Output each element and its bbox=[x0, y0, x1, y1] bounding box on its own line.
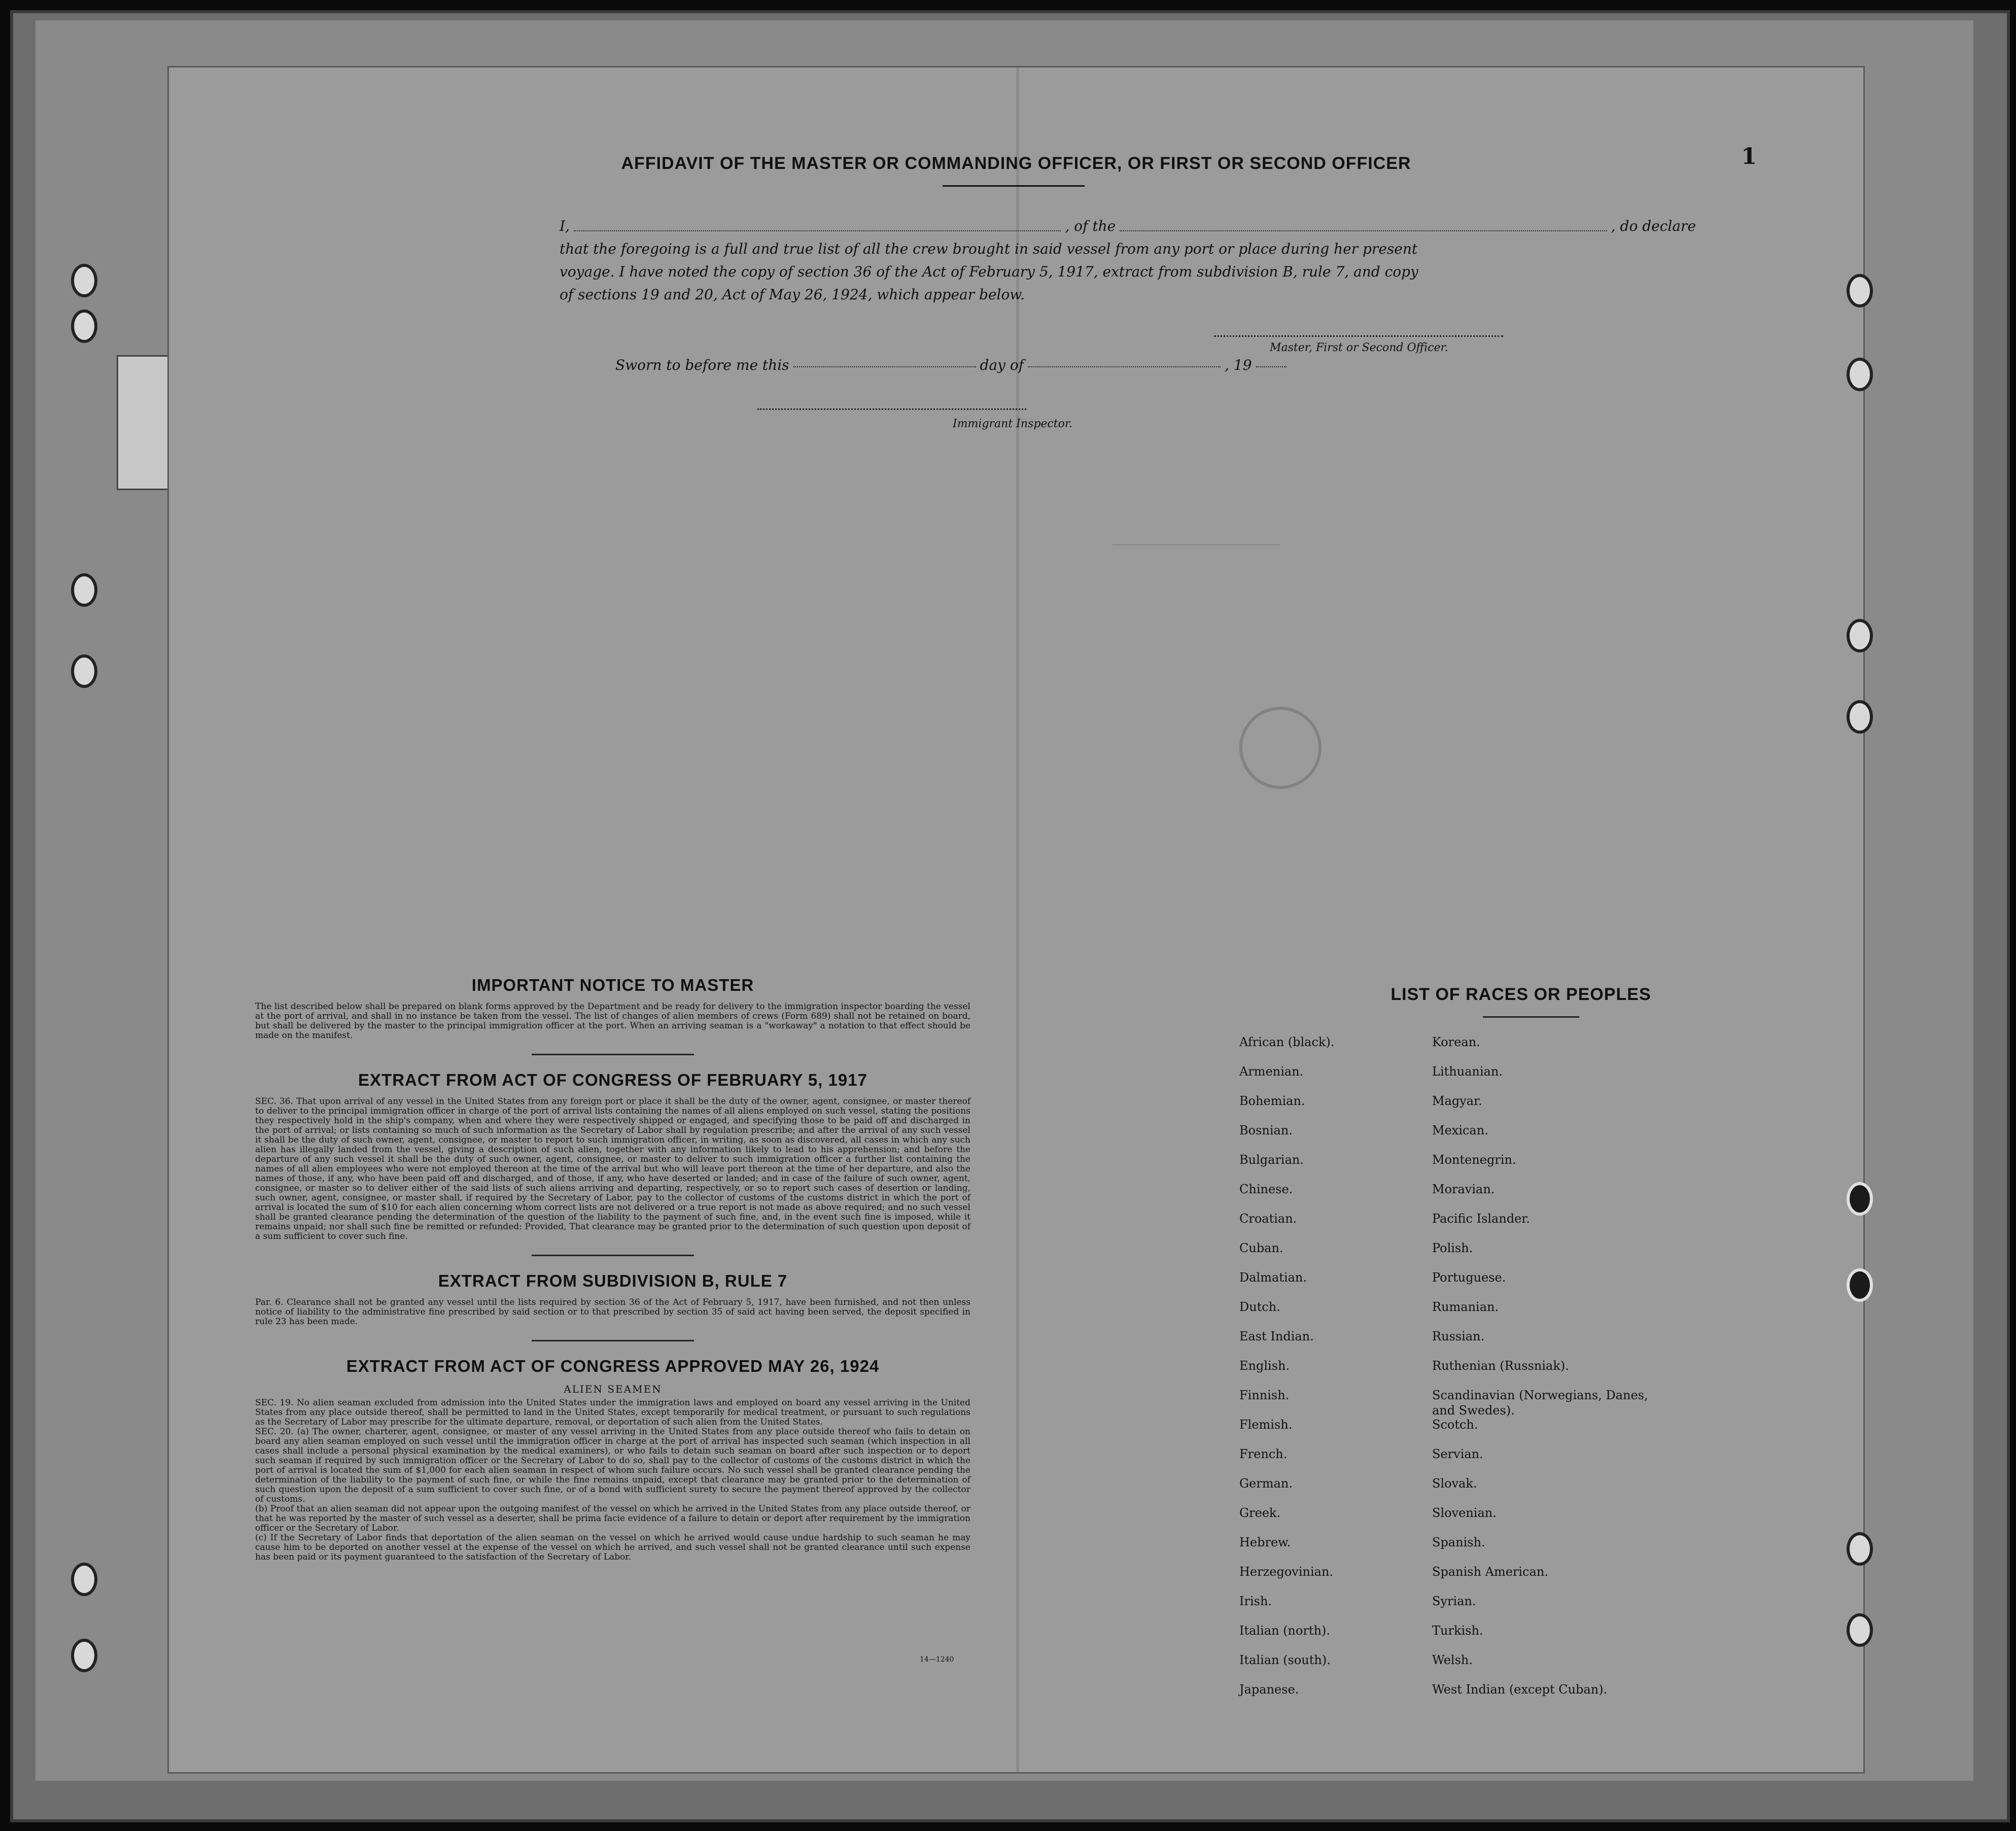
affidavit-line: of sections 19 and 20, Act of May 26, 1924, which appear below. bbox=[560, 286, 1025, 303]
form-number: 14—1240 bbox=[920, 1655, 954, 1664]
section-20b-text: (b) Proof that an alien seaman did not appear upon the outgoing manifest of the vessel on which he arrived in the United States from any place outside thereof, or that he was reported by the master of such vessel as a deserter, shall be prima facie evidence of a failure to detain or deport after requirement by the immigration officer or the Secretary of Labor. bbox=[255, 1504, 970, 1533]
section-rule bbox=[532, 1255, 694, 1256]
extract-rule7-title: EXTRACT FROM SUBDIVISION B, RULE 7 bbox=[438, 1271, 788, 1290]
punch-hole bbox=[71, 654, 97, 688]
alien-seamen-heading: ALIEN SEAMEN bbox=[564, 1383, 662, 1395]
punch-hole bbox=[71, 309, 97, 343]
race-item: Spanish. bbox=[1432, 1535, 1485, 1549]
bleed-through-stamp bbox=[1113, 544, 1280, 637]
affidavit-i: I, bbox=[560, 218, 570, 234]
race-item: Croatian. bbox=[1239, 1212, 1297, 1226]
day-of-text: day of bbox=[980, 357, 1024, 373]
name-blank bbox=[574, 215, 1061, 231]
sworn-line bbox=[615, 357, 1457, 373]
race-item: Chinese. bbox=[1239, 1182, 1293, 1196]
affidavit-line: that the foregoing is a full and true list of all the crew brought in said vessel from any port or place during her present bbox=[560, 240, 1418, 257]
race-item: French. bbox=[1239, 1447, 1288, 1461]
race-item: Syrian. bbox=[1432, 1594, 1476, 1608]
race-item: Welsh. bbox=[1432, 1653, 1473, 1667]
race-item: Slovenian. bbox=[1432, 1506, 1497, 1520]
punch-hole bbox=[1847, 1613, 1873, 1647]
punch-hole bbox=[1847, 358, 1873, 391]
affidavit-title: AFFIDAVIT OF THE MASTER OR COMMANDING OFFICER, OR FIRST OR SECOND OFFICER bbox=[621, 154, 1411, 173]
document-page bbox=[167, 66, 1865, 1774]
master-signature-line bbox=[1214, 335, 1503, 337]
section-20a-text: SEC. 20. (a) The owner, charterer, agent, consignee, or master of any vessel arriving in the United States from any place outside thereof who fails to detain on board any alien seaman employed on such vessel until the immigration officer in charge at the port of arrival has inspected such seaman (which inspection in all cases shall include a personal physical examination by the medical examiners), or who fails to detain such seaman on board after such inspection or to deport such seaman if required by such immigration officer or the Secretary of Labor to do so, shall pay to the collector of customs of the customs district in which the port of arrival is located the sum of $1,000 for each alien seaman in respect of whom such failure occurs. No such vessel shall be granted clearance pending the determination of the liability to the payment of such fine, or while the fine remains unpaid, except that clearance may be granted prior to the determination of such question upon the deposit of a sum sufficient to cover such fine, or of a bond with sufficient surety to secure the payment thereof approved by the collector of customs. bbox=[255, 1427, 970, 1504]
race-item: Magyar. bbox=[1432, 1094, 1482, 1108]
race-item: Ruthenian (Russniak). bbox=[1432, 1359, 1569, 1373]
race-item: Mexican. bbox=[1432, 1123, 1488, 1137]
race-item: Servian. bbox=[1432, 1447, 1483, 1461]
races-title: LIST OF RACES OR PEOPLES bbox=[1391, 985, 1651, 1004]
race-item: Italian (south). bbox=[1239, 1653, 1331, 1667]
affidavit-do-declare: , do declare bbox=[1611, 218, 1696, 234]
section-20c-text: (c) If the Secretary of Labor finds that deportation of the alien seaman on the vessel on which he arrived would cause undue hardship to such seaman he may cause him to be deported on another vessel at the expense of the vessel on which he arrived, and such vessel shall not be granted clearance until such expense has been paid or its payment guaranteed to the satisfaction of the Secretary of Labor. bbox=[255, 1533, 970, 1562]
punch-hole bbox=[1847, 274, 1873, 307]
punch-hole bbox=[71, 264, 97, 297]
punch-hole bbox=[1847, 1532, 1873, 1566]
race-item: Rumanian. bbox=[1432, 1300, 1499, 1314]
race-item: Italian (north). bbox=[1239, 1623, 1331, 1638]
sworn-text: Sworn to before me this bbox=[615, 357, 789, 373]
race-item: African (black). bbox=[1239, 1035, 1335, 1049]
notice-section bbox=[235, 976, 991, 1562]
race-item: Bosnian. bbox=[1239, 1123, 1293, 1137]
race-item: West Indian (except Cuban). bbox=[1432, 1682, 1608, 1697]
vessel-blank bbox=[1120, 215, 1607, 231]
year-text: , 19 bbox=[1225, 357, 1252, 373]
notice-text: The list described below shall be prepared on blank forms approved by the Department and be ready for delivery to the immigration inspector boarding the vessel at the port of arrival, and shall in no instance be taken from the vessel. The list of changes of alien members of crews (Form 689) shall not be retained on board, but shall be delivered by the master to the principal immigration officer at the port. When an arriving seaman is a "workaway" a notation to that effect should be made on the manifest. bbox=[255, 1001, 970, 1041]
affidavit-body bbox=[560, 215, 1696, 306]
section-rule bbox=[532, 1340, 694, 1341]
race-item: Scandinavian (Norwegians, Danes, and Swedes). bbox=[1432, 1388, 1648, 1418]
race-item: Lithuanian. bbox=[1432, 1064, 1503, 1079]
race-item: Dutch. bbox=[1239, 1300, 1280, 1314]
extract-rule7-text: Par. 6. Clearance shall not be granted any vessel until the lists required by section 36 of the Act of February 5, 1917, have been furnished, and not then unless notice of liability to the administrative fine prescribed by said section or to that prescribed by section 35 of said act having been served, the deposit specified in rule 23 has been made. bbox=[255, 1297, 970, 1327]
race-item: Armenian. bbox=[1239, 1064, 1304, 1079]
inspector-signature-line bbox=[757, 408, 1026, 410]
race-item: Moravian. bbox=[1432, 1182, 1495, 1196]
races-rule bbox=[1483, 1016, 1579, 1018]
punch-hole bbox=[1847, 1268, 1873, 1302]
extract-1917-title: EXTRACT FROM ACT OF CONGRESS OF FEBRUARY 5, 1917 bbox=[358, 1070, 867, 1089]
race-item: Japanese. bbox=[1239, 1682, 1299, 1697]
extract-1924-title: EXTRACT FROM ACT OF CONGRESS APPROVED MAY 26, 1924 bbox=[346, 1357, 880, 1375]
section-rule bbox=[532, 1054, 694, 1055]
race-item: Bulgarian. bbox=[1239, 1153, 1304, 1167]
races-column-2 bbox=[1432, 1034, 1655, 1711]
punch-hole bbox=[71, 1639, 97, 1672]
race-item: Finnish. bbox=[1239, 1388, 1290, 1402]
race-item: Cuban. bbox=[1239, 1241, 1283, 1255]
notice-title: IMPORTANT NOTICE TO MASTER bbox=[471, 976, 754, 994]
affidavit-of-the: , of the bbox=[1065, 218, 1116, 234]
punch-hole bbox=[1847, 1182, 1873, 1216]
race-item: Pacific Islander. bbox=[1432, 1212, 1530, 1226]
race-item: English. bbox=[1239, 1359, 1290, 1373]
punch-hole bbox=[71, 1563, 97, 1596]
title-rule bbox=[943, 185, 1085, 187]
page-number: 1 bbox=[1741, 144, 1757, 169]
race-item: Polish. bbox=[1432, 1241, 1473, 1255]
affidavit-declaration-line bbox=[560, 215, 1696, 237]
race-item: Turkish. bbox=[1432, 1623, 1483, 1638]
year-blank bbox=[1256, 357, 1287, 367]
affidavit-line: voyage. I have noted the copy of section 36 of the Act of February 5, 1917, extract from subdivision B, rule 7, and copy bbox=[560, 263, 1418, 280]
race-item: Scotch. bbox=[1432, 1418, 1478, 1432]
punch-hole bbox=[71, 573, 97, 607]
race-item: Hebrew. bbox=[1239, 1535, 1291, 1549]
race-item: East Indian. bbox=[1239, 1329, 1314, 1343]
race-item: Portuguese. bbox=[1432, 1270, 1506, 1285]
race-item: Russian. bbox=[1432, 1329, 1485, 1343]
race-item: Bohemian. bbox=[1239, 1094, 1305, 1108]
race-item: Irish. bbox=[1239, 1594, 1272, 1608]
punch-hole bbox=[1847, 700, 1873, 734]
race-item: Flemish. bbox=[1239, 1418, 1293, 1432]
month-blank bbox=[1028, 357, 1221, 367]
race-item: Greek. bbox=[1239, 1506, 1281, 1520]
race-item: Korean. bbox=[1432, 1035, 1480, 1049]
race-item: German. bbox=[1239, 1476, 1293, 1491]
race-item: Montenegrin. bbox=[1432, 1153, 1516, 1167]
races-column-1 bbox=[1239, 1034, 1334, 1711]
race-item: Slovak. bbox=[1432, 1476, 1477, 1491]
race-item: Dalmatian. bbox=[1239, 1270, 1307, 1285]
extract-1917-text: SEC. 36. That upon arrival of any vessel in the United States from any foreign port or place it shall be the duty of the owner, agent, consignee, or master thereof to deliver to the principal immigration officer in charge of the port of arrival lists containing the names of all aliens employed on such vessel, stating the positions they respectively hold in the ship's company, when and where they were respectively shipped or engaged, and specifying those to be paid off and discharged in the port of arrival; or lists containing so much of such information as the Secretary of Labor shall by regulation prescribe; and after the arrival of any such vessel it shall be the duty of such owner, agent, consignee, or master to report to such immigration officer, in writing, as soon as discovered, all cases in which any such alien has illegally landed from the vessel, giving a description of such alien, together with any information likely to lead to his apprehension; and before the departure of any such vessel it shall be the duty of such owner, agent, consignee, or master to deliver to such immigration officer a further list containing the names of all alien employees who were not employed thereon at the time of the arrival but who will leave port thereon at the time of her departure, and also the names of those, if any, who have been paid off and discharged, and of those, if any, who have deserted or landed; and in case of the failure of such owner, agent, consignee, or master so to deliver either of the said lists of such aliens arriving and departing, respectively, or so to report such cases of desertion or landing, such owner, agent, consignee, or master shall, if required by the Secretary of Labor, pay to the collector of customs of the customs district in which the port of arrival is located the sum of $10 for each alien concerning whom correct lists are not delivered or a true report is not made as above required; and no such vessel shall be granted clearance pending the determination of the question of the liability to the payment of such fine, and, in the event such fine is imposed, while it remains unpaid; nor shall such fine be remitted or refunded: Provided, That clearance may be granted prior to the determination of such question upon deposit of a sum sufficient to cover such fine. bbox=[255, 1096, 970, 1241]
date-blank bbox=[793, 357, 976, 367]
master-label: Master, First or Second Officer. bbox=[1270, 341, 1448, 354]
punch-hole bbox=[1847, 619, 1873, 652]
race-item: Herzegovinian. bbox=[1239, 1565, 1334, 1579]
page-fold bbox=[1016, 67, 1019, 1772]
inspector-label: Immigrant Inspector. bbox=[953, 418, 1072, 430]
race-item: Spanish American. bbox=[1432, 1565, 1548, 1579]
bleed-through-seal bbox=[1239, 707, 1322, 789]
section-19-text: SEC. 19. No alien seaman excluded from admission into the United States under the immigration laws and employed on board any vessel arriving in the United States from any place outside thereof, shall be permitted to land in the United States, except temporarily for medical treatment, or pursuant to such regulations as the Secretary of Labor may prescribe for the ultimate departure, removal, or deportation of such alien from the United States. bbox=[255, 1398, 970, 1427]
